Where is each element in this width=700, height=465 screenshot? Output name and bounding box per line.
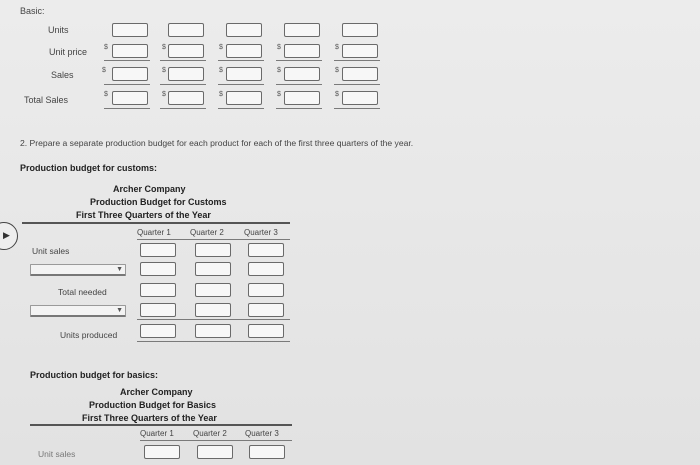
basics-unit-sales-label: Unit sales (38, 449, 76, 459)
dollar-sign: $ (162, 91, 166, 98)
column-header-rule (140, 440, 292, 441)
customs-units-produced-q2-input[interactable] (195, 324, 231, 338)
basics-col-q1: Quarter 1 (140, 429, 174, 438)
dollar-sign: $ (219, 44, 223, 51)
total-sales-label: Total Sales (24, 95, 69, 105)
unit-price-year-input[interactable] (342, 44, 378, 58)
unit-price-label: Unit price (49, 47, 88, 57)
customs-col-q3: Quarter 3 (244, 228, 278, 237)
dollar-sign: $ (104, 91, 108, 98)
underline (218, 108, 264, 109)
sales-label: Sales (51, 70, 74, 80)
underline (160, 84, 206, 85)
underline (334, 84, 380, 85)
customs-total-needed-label: Total needed (58, 287, 107, 297)
customs-unit-sales-q2-input[interactable] (195, 243, 231, 257)
unit-price-q3-input[interactable] (226, 44, 262, 58)
total-sales-year-input[interactable] (342, 91, 378, 105)
customs-units-produced-q3-input[interactable] (248, 324, 284, 338)
total-sales-q3-input[interactable] (226, 91, 262, 105)
underline (104, 108, 150, 109)
sales-q2-input[interactable] (168, 67, 204, 81)
underline (334, 108, 380, 109)
customs-row4-q2-input[interactable] (195, 303, 231, 317)
sales-year-input[interactable] (342, 67, 378, 81)
collapse-toggle-icon[interactable]: ▶ (0, 222, 18, 250)
customs-total-needed-q3-input[interactable] (248, 283, 284, 297)
units-year-input[interactable] (342, 23, 378, 37)
subtotal-rule (137, 319, 290, 320)
customs-row4-q1-input[interactable] (140, 303, 176, 317)
basics-budget-title: Production Budget for Basics (89, 400, 217, 410)
dollar-sign: $ (104, 44, 108, 51)
underline (276, 108, 322, 109)
dollar-sign: $ (162, 44, 166, 51)
unit-price-q1-input[interactable] (112, 44, 148, 58)
customs-col-q2: Quarter 2 (190, 228, 224, 237)
customs-unit-sales-q1-input[interactable] (140, 243, 176, 257)
total-sales-q1-input[interactable] (112, 91, 148, 105)
customs-row-label-select[interactable] (30, 264, 126, 276)
unit-price-q4-input[interactable] (284, 44, 320, 58)
units-q1-input[interactable] (112, 23, 148, 37)
units-q3-input[interactable] (226, 23, 262, 37)
basics-section-label: Production budget for basics: (30, 370, 159, 380)
basics-col-q2: Quarter 2 (193, 429, 227, 438)
underline (276, 84, 322, 85)
customs-budget-title: Production Budget for Customs (90, 197, 227, 207)
sales-q3-input[interactable] (226, 67, 262, 81)
header-rule (22, 222, 290, 224)
dollar-sign: $ (335, 67, 339, 74)
units-q2-input[interactable] (168, 23, 204, 37)
customs-total-needed-q1-input[interactable] (140, 283, 176, 297)
dollar-sign: $ (102, 67, 106, 74)
underline (218, 60, 264, 61)
dollar-sign: $ (335, 44, 339, 51)
dollar-sign: $ (162, 67, 166, 74)
basics-unit-sales-q2-input[interactable] (197, 445, 233, 459)
units-label: Units (48, 25, 69, 35)
customs-unit-sales-label: Unit sales (32, 246, 70, 256)
basics-period: First Three Quarters of the Year (82, 413, 217, 423)
basics-col-q3: Quarter 3 (245, 429, 279, 438)
unit-price-q2-input[interactable] (168, 44, 204, 58)
customs-col-q1: Quarter 1 (137, 228, 171, 237)
underline (276, 60, 322, 61)
customs-row-label-select-2[interactable] (30, 305, 126, 317)
dollar-sign: $ (335, 91, 339, 98)
basic-title: Basic: (20, 6, 45, 16)
dollar-sign: $ (277, 67, 281, 74)
total-rule (137, 341, 290, 342)
chevron-down-icon: ▼ (116, 307, 123, 314)
dollar-sign: $ (277, 91, 281, 98)
underline (218, 84, 264, 85)
customs-row2-q3-input[interactable] (248, 262, 284, 276)
customs-row2-q1-input[interactable] (140, 262, 176, 276)
dollar-sign: $ (219, 67, 223, 74)
customs-section-label: Production budget for customs: (20, 163, 157, 173)
customs-company-name: Archer Company (113, 184, 186, 194)
underline (160, 60, 206, 61)
basics-unit-sales-q1-input[interactable] (144, 445, 180, 459)
dollar-sign: $ (219, 91, 223, 98)
customs-units-produced-q1-input[interactable] (140, 324, 176, 338)
underline (334, 60, 380, 61)
units-q4-input[interactable] (284, 23, 320, 37)
underline (104, 84, 150, 85)
total-sales-q4-input[interactable] (284, 91, 320, 105)
customs-row4-q3-input[interactable] (248, 303, 284, 317)
customs-unit-sales-q3-input[interactable] (248, 243, 284, 257)
customs-total-needed-q2-input[interactable] (195, 283, 231, 297)
sales-q1-input[interactable] (112, 67, 148, 81)
basics-unit-sales-q3-input[interactable] (249, 445, 285, 459)
chevron-down-icon: ▼ (116, 266, 123, 273)
question-text: 2. Prepare a separate production budget for each product for each of the first three quarters of the year. (20, 138, 414, 148)
customs-period: First Three Quarters of the Year (76, 210, 211, 220)
header-rule (30, 424, 292, 426)
column-header-rule (137, 239, 290, 240)
basics-company-name: Archer Company (120, 387, 193, 397)
customs-row2-q2-input[interactable] (195, 262, 231, 276)
underline (104, 60, 150, 61)
customs-units-produced-label: Units produced (60, 330, 118, 340)
underline (160, 108, 206, 109)
sales-q4-input[interactable] (284, 67, 320, 81)
dollar-sign: $ (277, 44, 281, 51)
total-sales-q2-input[interactable] (168, 91, 204, 105)
